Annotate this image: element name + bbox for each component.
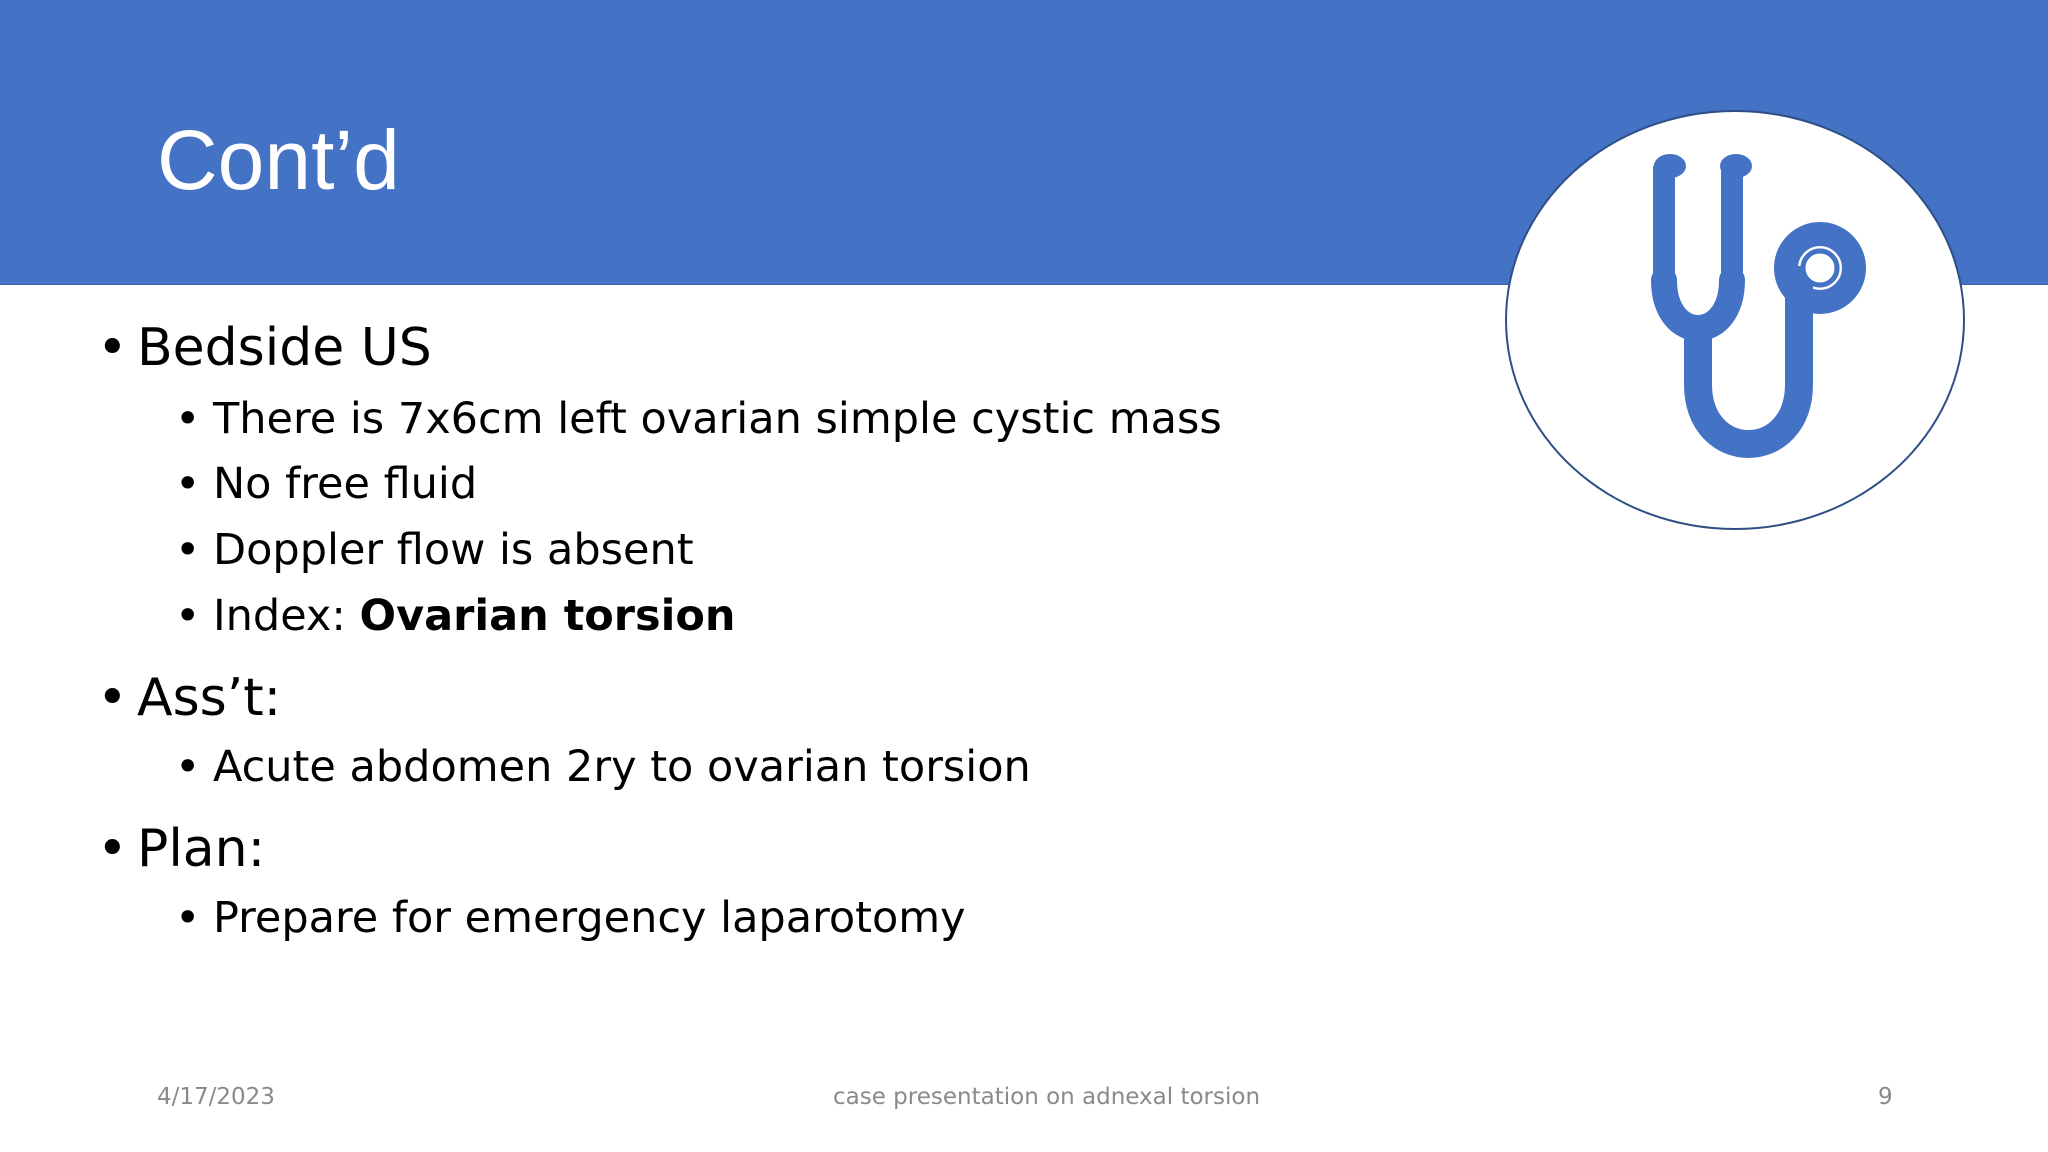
index-label: Index: [213,591,360,641]
bullet-text: Ass’t: [137,668,282,728]
bullet-plan [97,819,266,879]
slide-title: Cont’d [157,113,400,207]
bullet-marker: • [175,893,201,943]
bullet-marker: • [175,742,201,792]
footer-date: 4/17/2023 [157,1084,275,1110]
sub-bullet-acute-abdomen [175,742,1031,792]
index-diagnosis: Ovarian torsion [359,591,736,641]
sub-bullet-doppler [175,525,694,575]
footer-page-number: 9 [1878,1084,1893,1110]
footer-title: case presentation on adnexal torsion [833,1084,1261,1110]
bullet-marker: • [175,525,201,575]
sub-bullet-text: Doppler flow is absent [213,525,694,575]
sub-bullet-text: Acute abdomen 2ry to ovarian torsion [213,742,1031,792]
bullet-bedside-us [97,318,432,378]
bullet-text: Bedside US [137,318,432,378]
sub-bullet-text: Prepare for emergency laparotomy [213,893,966,943]
sub-bullet-text: No free fluid [213,459,478,509]
bullet-text: Plan: [137,819,266,879]
sub-bullet-laparotomy [175,893,966,943]
bullet-marker: • [97,668,128,728]
bullet-assessment [97,668,282,728]
bullet-marker: • [175,459,201,509]
sub-bullet-cystic-mass [175,394,1222,444]
sub-bullet-free-fluid [175,459,478,509]
bullet-marker: • [175,591,201,641]
bullet-marker: • [97,819,128,879]
sub-bullet-text: There is 7x6cm left ovarian simple cystic mass [213,394,1222,444]
bullet-marker: • [175,394,201,444]
sub-bullet-index [175,591,736,641]
bullet-marker: • [97,318,128,378]
